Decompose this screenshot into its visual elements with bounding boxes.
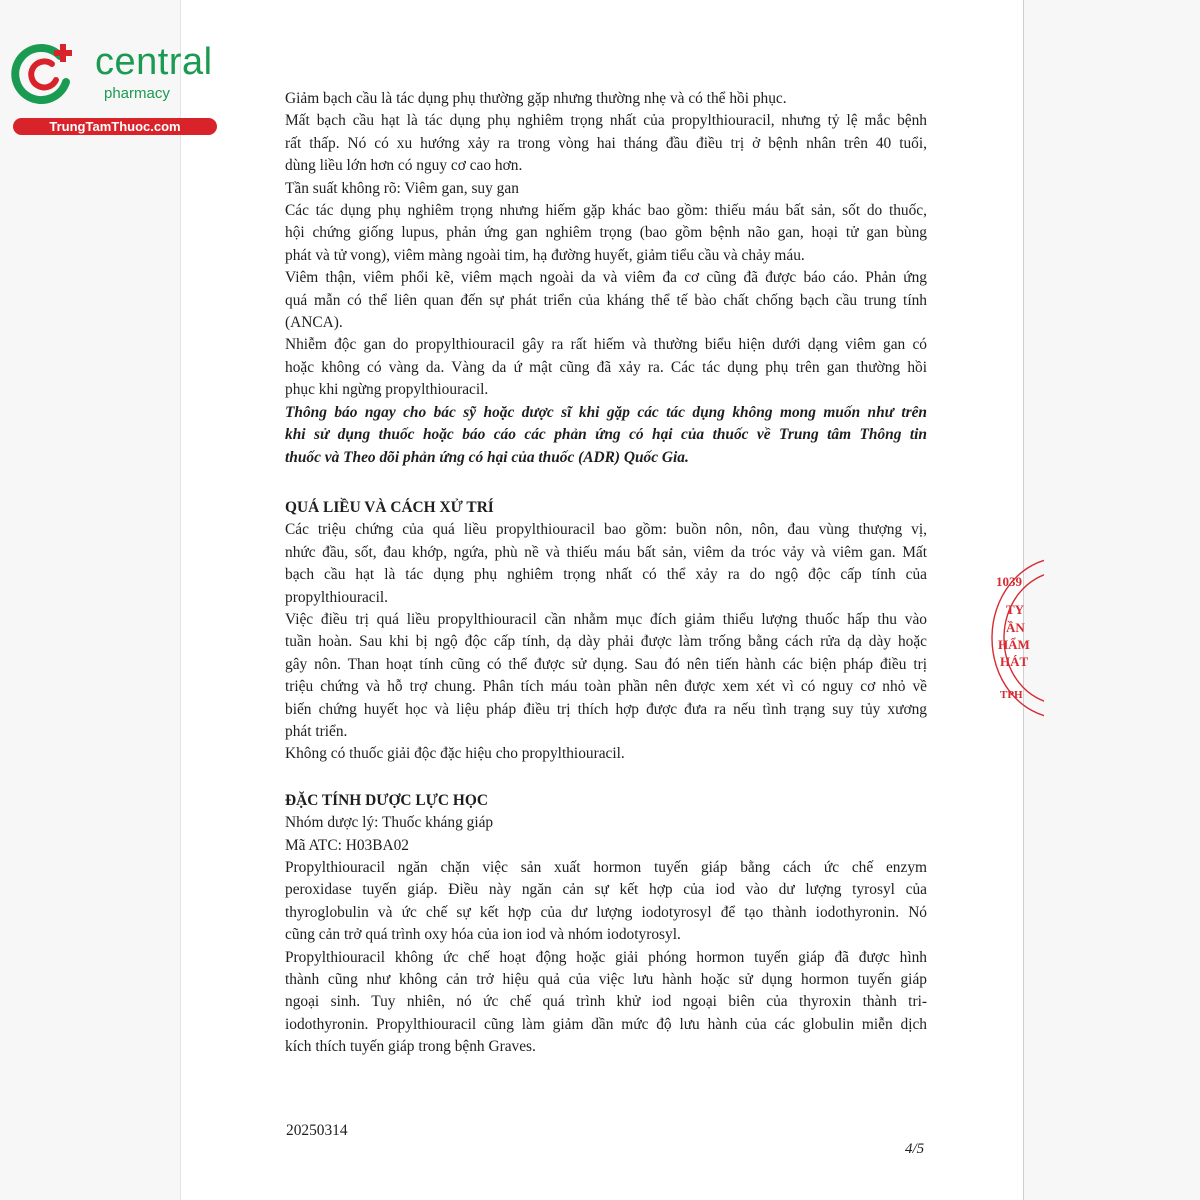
stamp-text: HẨM [998,637,1030,652]
section-heading-pharmacodynamics: ĐẶC TÍNH DƯỢC LỰC HỌC [285,791,488,809]
document-body [285,88,927,1059]
adr-warning-line: Thông báo ngay cho bác sỹ hoặc dược sĩ khi gặp các tác dụng không mong muốn như trên [285,403,927,421]
paragraph-line: Nhiễm độc gan do propylthiouracil gây ra rất hiếm và thường biểu hiện dưới dạng viêm gan có [285,336,927,354]
paragraph-line: phát triển. [285,722,348,740]
paragraph-line: bạch cầu hạt là tác dụng phụ nghiêm trọng nhất có thể xảy ra do ngộ độc cấp tính của [285,566,927,584]
stamp-text: ẦN [1006,620,1025,635]
paragraph-line: thành cũng như không cản trở hiệu quả của việc lưu hành hoặc sử dụng hormon tuyến giáp [285,971,927,989]
paragraph-line: nhức đầu, sốt, đau khớp, ngứa, phù nề và thiếu máu bất sản, viêm da tróc vảy và viêm gan. Mất [285,543,927,561]
paragraph-line: cũng cản trở quá trình oxy hóa của ion iod và nhóm iodotyrosyl. [285,926,681,944]
stamp-text: HÁT [1000,654,1029,669]
paragraph-line: phát và tử vong), viêm màng ngoài tim, hạ đường huyết, giảm tiểu cầu và chảy máu. [285,246,805,264]
paragraph-line: propylthiouracil. [285,588,389,606]
paragraph-line: quá mẫn có thể liên quan đến sự phát triển của kháng thể tế bào chất chống bạch cầu trung tính [285,291,927,309]
paragraph-line: (ANCA). [285,314,343,332]
section-heading-overdose: QUÁ LIỀU VÀ CÁCH XỬ TRÍ [285,498,494,516]
paragraph: Không có thuốc giải độc đặc hiệu cho propylthiouracil. [285,745,625,763]
stamp-text: TPH [1000,689,1023,701]
paragraph-line: hội chứng giống lupus, phản ứng gan nghiêm trọng (bao gồm bệnh não gan, hoại tử gan bùng [285,224,927,242]
paragraph-line: Việc điều trị quá liều propylthiouracil cần nhằm mục đích giảm thiểu lượng thuốc hấp thu vào [285,610,927,628]
paragraph-line: triệu chứng và hỗ trợ chung. Phân tích máu toàn phần nên được xem xét vì có nguy cơ nhỏ về [285,678,927,696]
paragraph-line: gây nôn. Than hoạt tính cũng có thể được sử dụng. Sau đó nên tiến hành các biện pháp điều trị [285,655,927,673]
paragraph-line: Propylthiouracil ngăn chặn việc sản xuất hormon tuyến giáp bằng cách ức chế enzym [285,859,927,876]
paragraph-line: dùng liều lớn hơn có nguy cơ cao hơn. [285,157,523,175]
paragraph-line: phục khi ngừng propylthiouracil. [285,381,489,399]
adr-warning-line: thuốc và Theo dõi phản ứng có hại của thuốc (ADR) Quốc Gia. [285,448,689,466]
brand-name: central [95,41,213,83]
brand-subtitle: pharmacy [104,85,170,102]
paragraph-line: biến chứng huyết học và liệu pháp điều trị thích hợp được đưa ra nếu tình trạng suy tủy xương [285,700,927,718]
adr-warning-line: khi sử dụng thuốc hoặc báo cáo các phản ứng có hại của thuốc về Trung tâm Thông tin [285,426,927,444]
paragraph-line: Viêm thận, viêm phổi kẽ, viêm mạch ngoài da và viêm đa cơ cũng đã được báo cáo. Phản ứng [285,269,927,287]
paragraph-line: Propylthiouracil không ức chế hoạt động hoặc giải phóng hormon tuyến giáp đã được hình [285,948,927,966]
document-code: 20250314 [286,1122,348,1139]
paragraph-line: Mất bạch cầu hạt là tác dụng phụ nghiêm trọng nhất của propylthiouracil, nhưng tỷ lệ mắc bệnh [285,112,927,130]
paragraph: Tần suất không rõ: Viêm gan, suy gan [285,179,519,197]
paragraph-line: rất thấp. Nó có xu hướng xảy ra trong vòng hai tháng đầu điều trị ở bệnh nhân trên 40 tuổi, [285,134,927,152]
paragraph-line: tuần hoàn. Sau khi bị ngộ độc cấp tính, dạ dày phải được làm trống bằng cách rửa dạ dày hoặc [285,633,927,651]
paragraph-line: Các tác dụng phụ nghiêm trọng nhưng hiếm gặp khác bao gồm: thiếu máu bất sản, sốt do thuốc, [285,202,927,220]
stamp-text: TY [1006,602,1025,617]
stamp-text: 1039 [996,574,1022,589]
paragraph-line: iodothyronin. Propylthiouracil cũng làm giảm dần mức độ lưu hành của các globulin miễn dịch [285,1015,927,1033]
pharmacological-group: Nhóm dược lý: Thuốc kháng giáp [285,814,494,832]
paragraph: Giảm bạch cầu là tác dụng phụ thường gặp nhưng thường nhẹ và có thể hồi phục. [285,90,787,107]
brand-website[interactable]: TrungTamThuoc.com [13,118,217,135]
company-stamp-icon [984,552,1044,724]
pharmacy-cross-logo-icon [8,38,78,108]
paragraph-line: kích thích tuyến giáp trong bệnh Graves. [285,1038,536,1056]
paragraph-line: Các triệu chứng của quá liều propylthiouracil bao gồm: buồn nôn, nôn, đau vùng thượng vị, [285,521,927,539]
page-number: 4/5 [905,1141,925,1157]
paragraph-line: peroxidase tuyến giáp. Điều này ngăn cản sự kết hợp của iod vào dư lượng tyrosyl của [285,881,927,899]
atc-code: Mã ATC: H03BA02 [285,836,409,854]
paragraph-line: hoặc không có vàng da. Vàng da ứ mật cũng đã xảy ra. Các tác dụng phụ trên gan thường hồi [285,358,927,376]
paragraph-line: thyroglobulin và ức chế sự kết hợp của dư lượng iodotyrosyl để tạo thành iodothyronin. Nó [285,903,927,921]
paragraph-line: ngoại sinh. Tuy nhiên, nó ức chế quá trình khử iod ngoại biên của thyroxin thành tri- [285,993,927,1011]
central-pharmacy-logo[interactable] [8,34,218,139]
